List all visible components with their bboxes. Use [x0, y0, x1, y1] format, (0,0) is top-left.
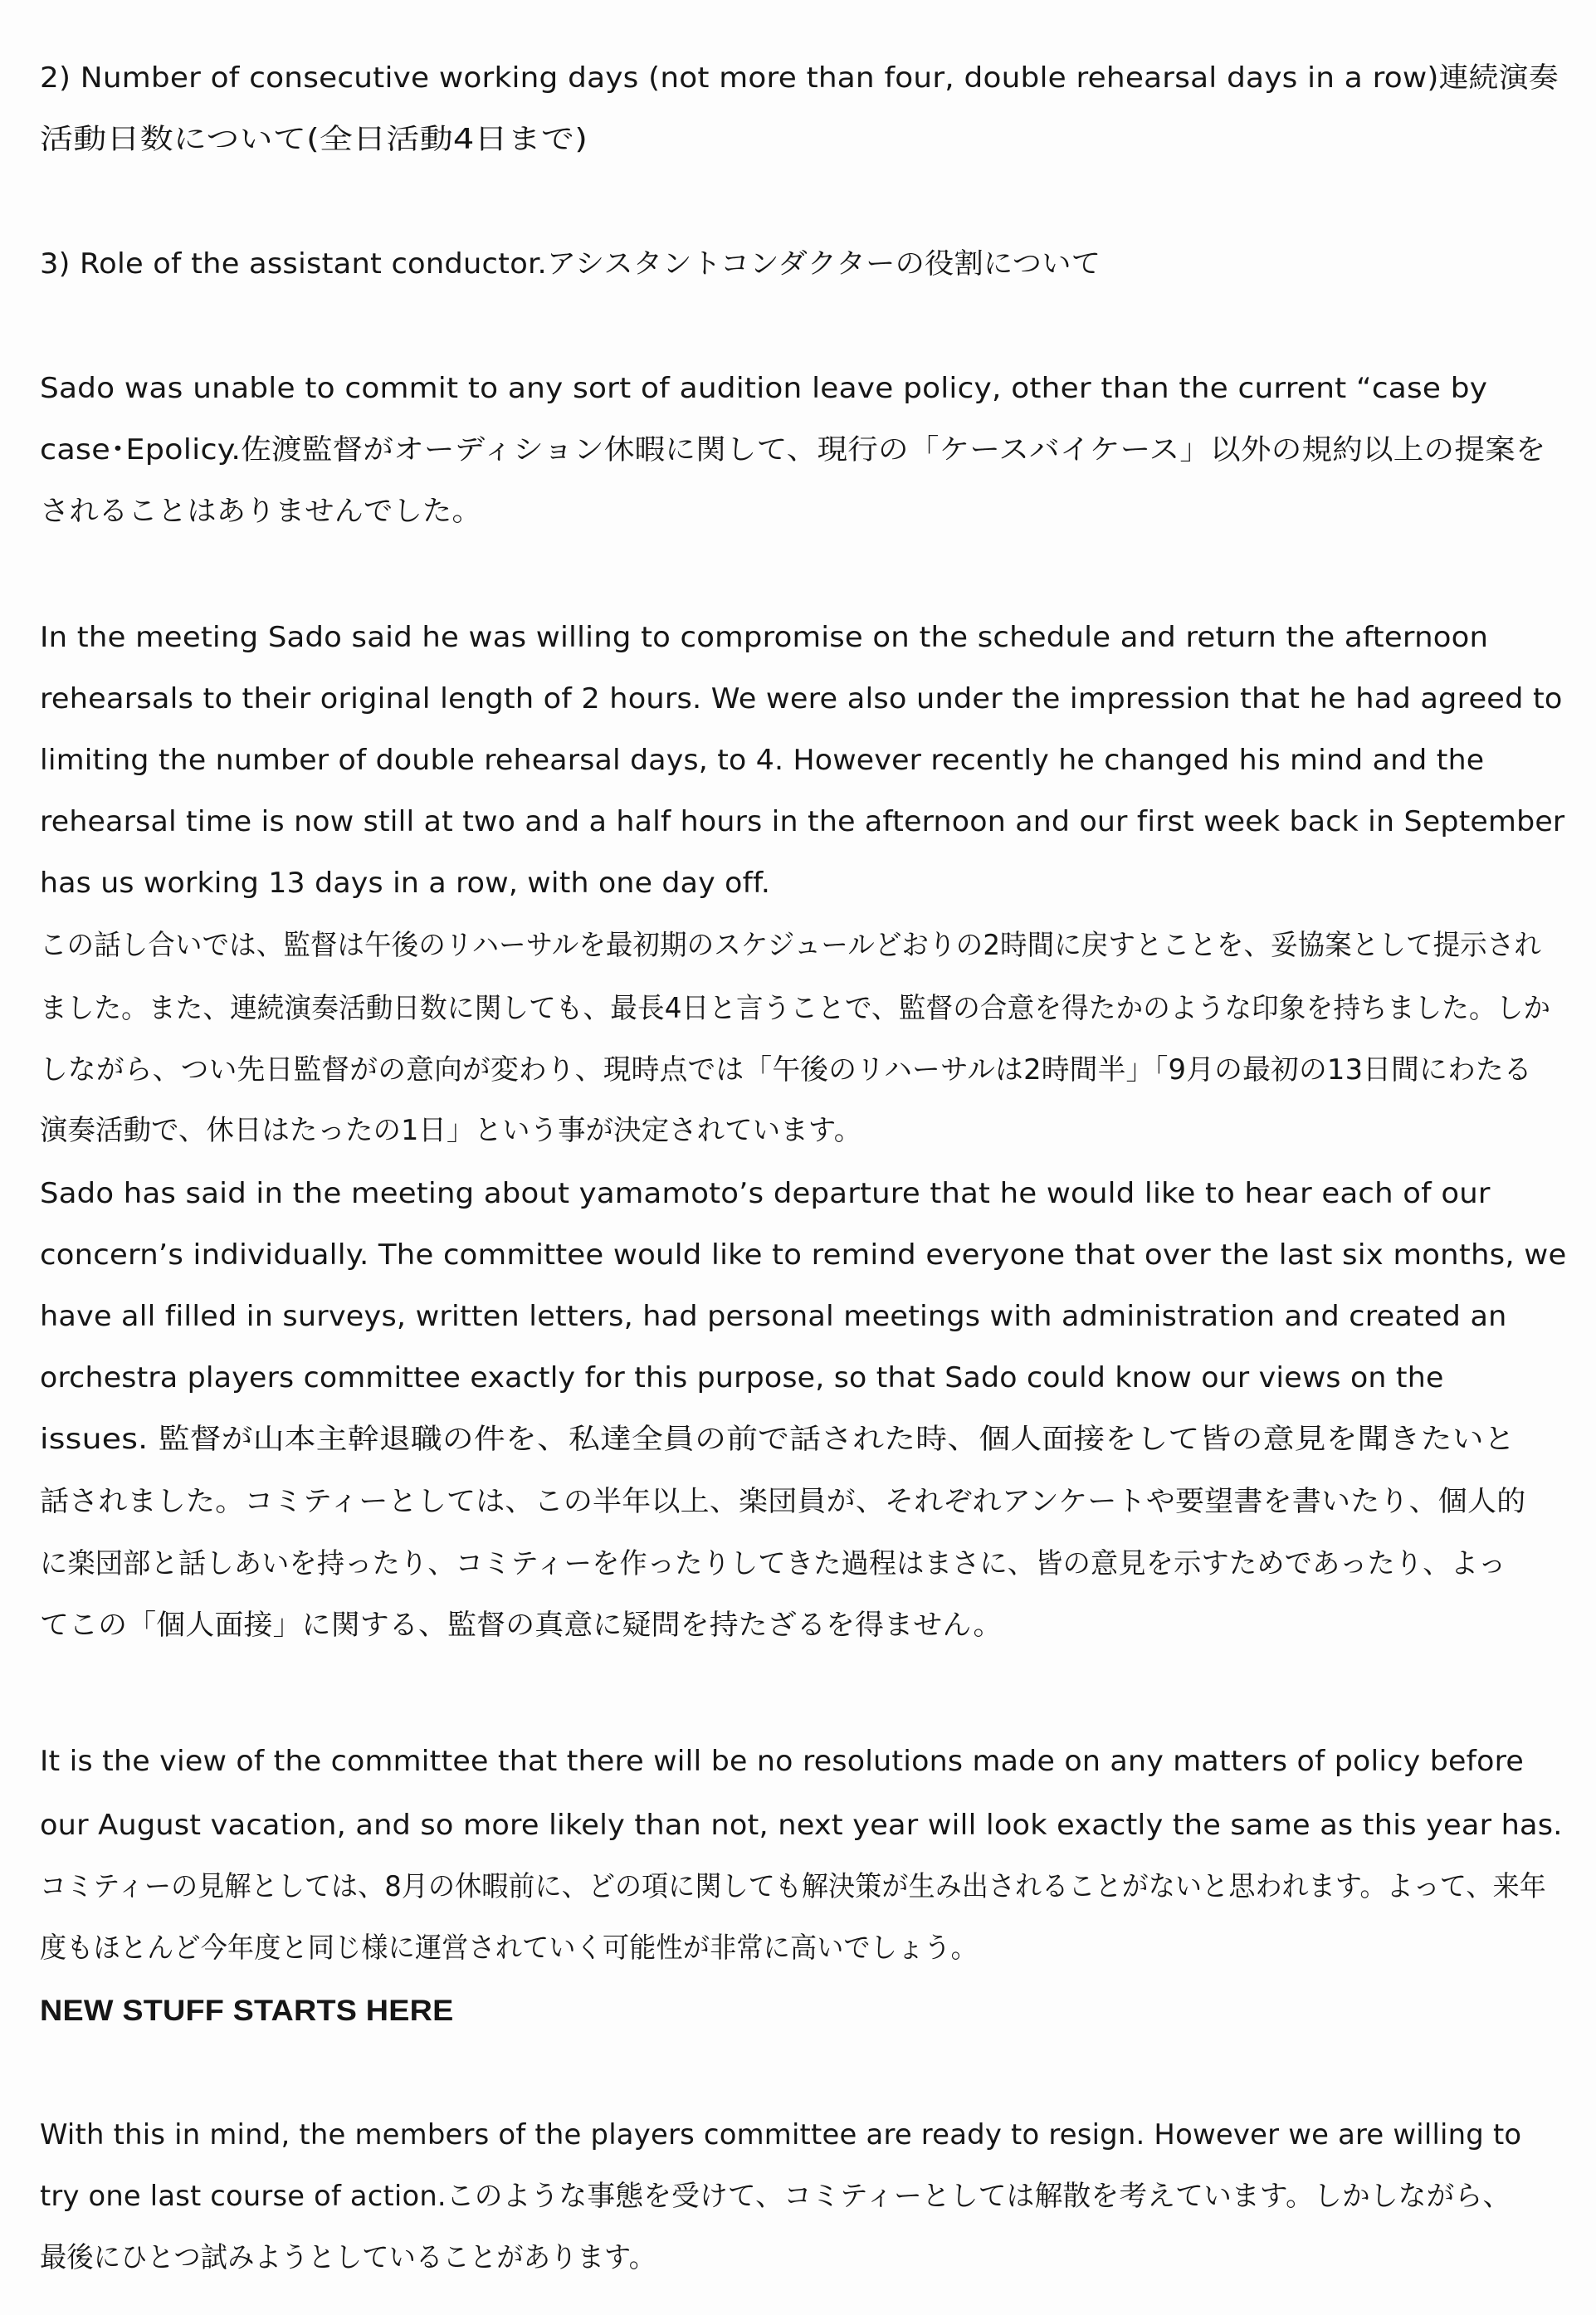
text-line: rehearsals to their original length of 2 hours. We were also under the impression that he had agreed to [40, 682, 1563, 716]
text-line: しながら、つい先日監督がの意向が変わり、現時点では「午後のリハーサルは2時間半」「9月の最初の13日間にわたる [40, 1053, 1532, 1087]
text-line: 度もほとんど今年度と同じ様に運営されていく可能性が非常に高いでしょう。 [40, 1932, 978, 1965]
text-line: 話されました。コミティーとしては、この半年以上、楽団員が、それぞれアンケートや要望書を書いたり、個人的 [40, 1485, 1526, 1518]
text-line: try one last course of action.このような事態を受けて、コミティーとしては解散を考えています。しかしながら、 [40, 2180, 1511, 2213]
text-line: に楽団部と話しあいを持ったり、コミティーを作ったりしてきた過程はまさに、皆の意見を示すためであったり、よっ [40, 1547, 1506, 1580]
text-line: Sado has said in the meeting about yamamoto’s departure that he would like to hear each of our [40, 1177, 1491, 1210]
text-line: orchestra players committee exactly for this purpose, so that Sado could know our views on the [40, 1361, 1444, 1394]
text-line: have all filled in surveys, written letters, had personal meetings with administration and created an [40, 1300, 1507, 1333]
text-line: It is the view of the committee that there will be no resolutions made on any matters of policy before [40, 1745, 1524, 1778]
text-line: has us working 13 days in a row, with one day off. [40, 867, 771, 900]
text-line: 2) Number of consecutive working days (not more than four, double rehearsal days in a row)連続演奏 [40, 61, 1559, 95]
text-line: limiting the number of double rehearsal days, to 4. However recently he changed his mind and the [40, 744, 1485, 777]
text-line: 3) Role of the assistant conductor.アシスタントコンダクターの役割について [40, 247, 1101, 281]
text-line: 演奏活動で、休日はたったの1日」という事が決定されています。 [40, 1114, 862, 1147]
text-line: 最後にひとつ試みようとしていることがあります。 [40, 2241, 656, 2274]
text-line: ました。また、連続演奏活動日数に関しても、最長4日と言うことで、監督の合意を得たかのような印象を持ちました。しか [40, 992, 1551, 1025]
text-line: issues. 監督が山本主幹退職の件を、私達全員の前で話された時、個人面接をして皆の意見を聞きたいと [40, 1423, 1515, 1456]
text-line: コミティーの見解としては、8月の休暇前に、どの項に関しても解決策が生み出されることがないと思われます。よって、来年 [40, 1870, 1546, 1903]
text-line: Sado was unable to commit to any sort of audition leave policy, other than the current “case by [40, 372, 1488, 405]
text-line: concern’s individually. The committee would like to remind everyone that over the last six months, we [40, 1238, 1567, 1272]
text-line: この話し合いでは、監督は午後のリハーサルを最初期のスケジュールどおりの2時間に戻すとことを、妥協案として提示され [40, 929, 1542, 962]
text-line: In the meeting Sado said he was willing to compromise on the schedule and return the afternoon [40, 621, 1489, 654]
text-line: てこの「個人面接」に関する、監督の真意に疑問を持たざるを得ません。 [40, 1609, 1003, 1642]
text-line: 活動日数について(全日活動4日まで) [40, 123, 588, 156]
text-line: our August vacation, and so more likely than not, next year will look exactly the same as this year has. [40, 1809, 1563, 1842]
text-line: With this in mind, the members of the players committee are ready to resign. However we are willing to [40, 2118, 1522, 2151]
text-line: されることはありませんでした。 [40, 495, 481, 528]
text-line: rehearsal time is now still at two and a half hours in the afternoon and our first week back in September [40, 805, 1565, 838]
section-heading: NEW STUFF STARTS HERE [40, 1995, 454, 2027]
text-line: case･Epolicy.佐渡監督がオーディション休暇に関して、現行の「ケースバイケース」以外の規約以上の提案を [40, 433, 1546, 466]
